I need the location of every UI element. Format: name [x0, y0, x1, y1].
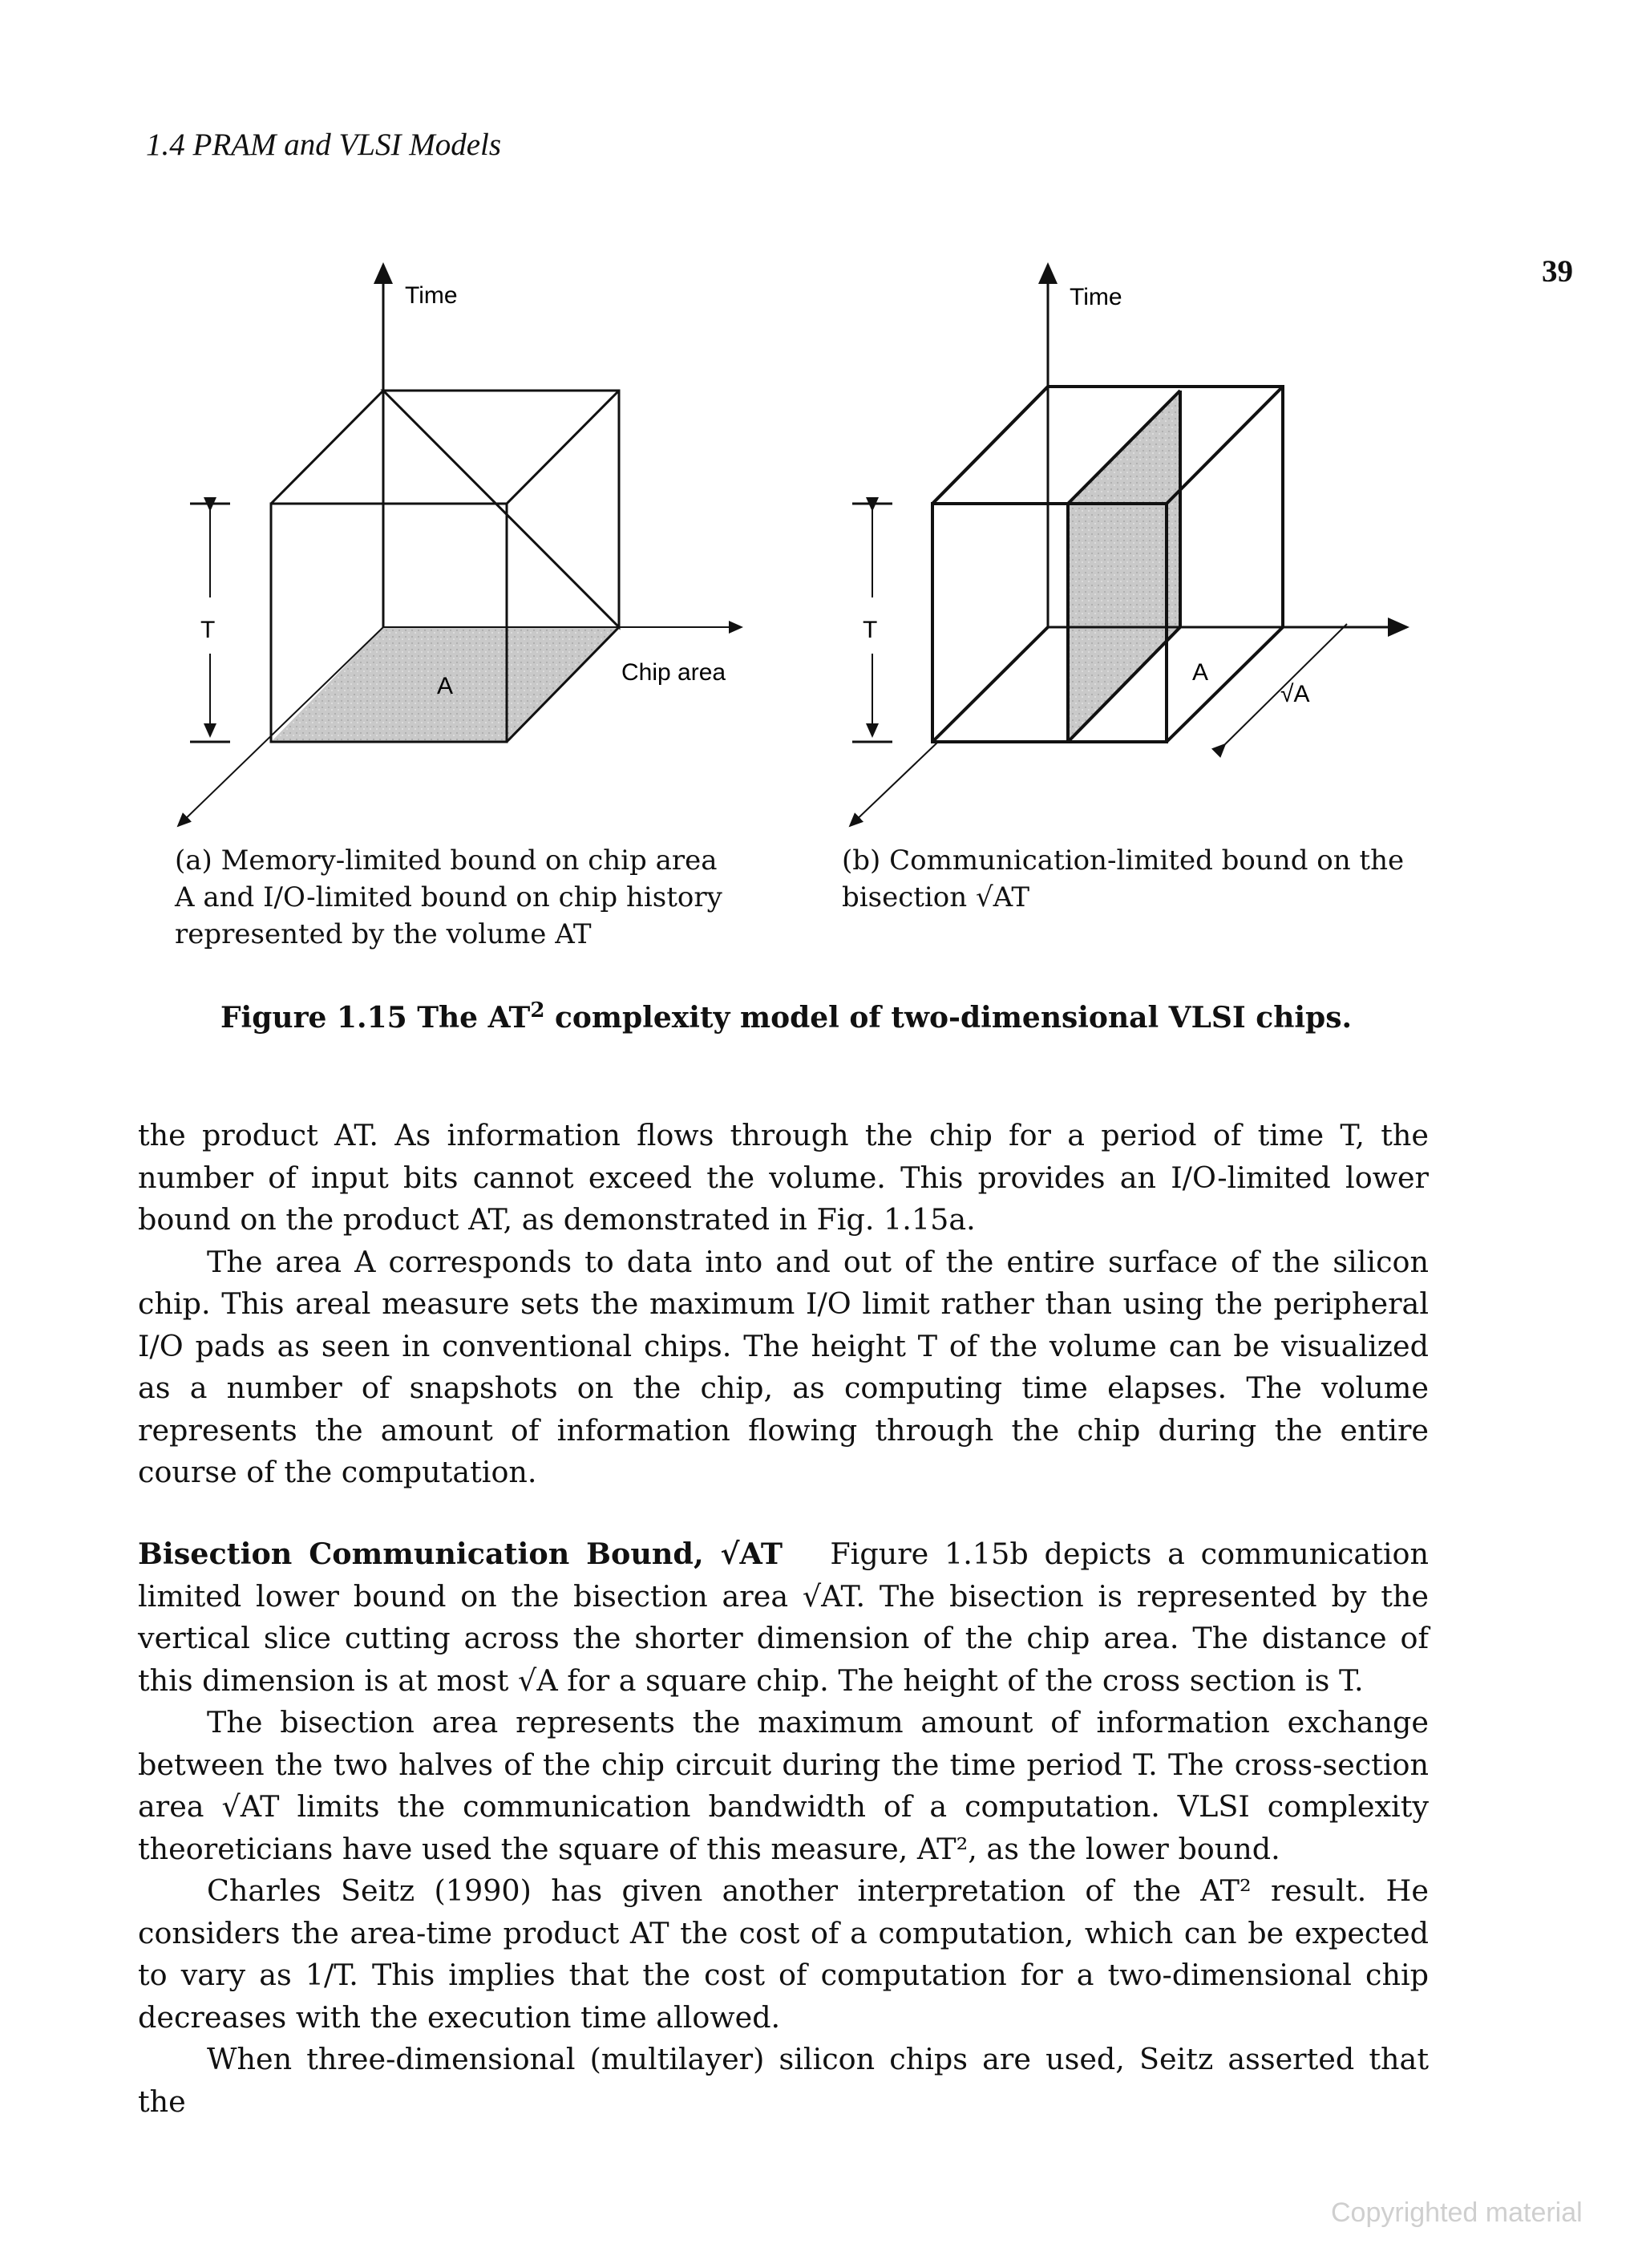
caption-b-line-1: (b) Communication-limited bound on the [842, 844, 1405, 877]
area-label-a: A [437, 673, 454, 699]
panel-a [178, 265, 742, 826]
panel-b [850, 265, 1407, 826]
area-label-b: A [1192, 659, 1209, 686]
t-label-a: T [200, 617, 216, 643]
paragraph-1: the product AT. As information flows through the chip for a period of time T, the number of input bits cannot exceed the volume. This provides an I/O-limited lower bound on the product AT, as demonstrated in Fig. 1.15a. [138, 1118, 1429, 1237]
figure-title-prefix: Figure 1.15 The AT [220, 1001, 531, 1035]
chip-area-label: Chip area [621, 659, 726, 686]
caption-a-line-1: (a) Memory-limited bound on chip area [175, 844, 718, 877]
figure-title [220, 998, 1423, 1035]
depth-axis-b [850, 742, 938, 826]
paragraph-3-text: Figure 1.15b depicts a communication limited lower bound on the bisection area √AT. The bisection is represented by the vertical slice cutting across the shorter dimension of the chip area. The distance of this dimension is at most √A for a square chip. The height of the cross section is T. [138, 1537, 1429, 1698]
paragraph-3 [138, 1533, 1429, 1702]
running-title: 1.4 PRAM and VLSI Models [146, 128, 502, 162]
time-label-a: Time [405, 282, 458, 309]
paragraph-4: The bisection area represents the maximum amount of information exchange between the two halves of the chip circuit during the time period T. The cross-section area √AT limits the communication bandwidth of a computation. VLSI complexity theoreticians have used the square of this measure, AT², as the lower bound. [138, 1705, 1429, 1866]
body-text-bottom [138, 1533, 1429, 2123]
caption-b [842, 842, 1435, 916]
caption-a-line-2: A and I/O-limited bound on chip history [175, 881, 722, 913]
bisection-slice [1068, 391, 1180, 742]
figure-title-suffix: complexity model of two-dimensional VLSI chips. [544, 1001, 1353, 1035]
sqrt-a-label: √A [1280, 681, 1310, 707]
section-heading: Bisection Communication Bound, √AT [138, 1537, 783, 1571]
figure-1-15-diagram [0, 0, 1642, 962]
figure-title-superscript: 2 [530, 998, 545, 1023]
time-label-b: Time [1070, 284, 1122, 310]
page-number: 39 [1542, 254, 1573, 289]
t-label-b: T [863, 617, 878, 643]
paragraph-2: The area A corresponds to data into and out of the entire surface of the silicon chip. This areal measure sets the maximum I/O limit rather than using the peripheral I/O pads as seen in conventional chips. The height T of the volume can be visualized as a number of snapshots on the chip, as computing time elapses. The volume represents the amount of information flowing through the chip during the entire course of the computation. [138, 1244, 1429, 1489]
copyright-watermark: Copyrighted material [1331, 2197, 1583, 2228]
body-text-top [138, 1115, 1429, 1494]
caption-a-line-3: represented by the volume AT [175, 918, 592, 950]
caption-a [175, 842, 752, 953]
caption-b-line-2: bisection √AT [842, 881, 1029, 913]
paragraph-6: When three-dimensional (multilayer) silicon chips are used, Seitz asserted that the [138, 2042, 1429, 2119]
paragraph-5: Charles Seitz (1990) has given another interpretation of the AT² result. He considers the area-time product AT the cost of a computation, which can be expected to vary as 1/T. This implies that the cost of computation for a two-dimensional chip decreases with the execution time allowed. [138, 1873, 1429, 2035]
